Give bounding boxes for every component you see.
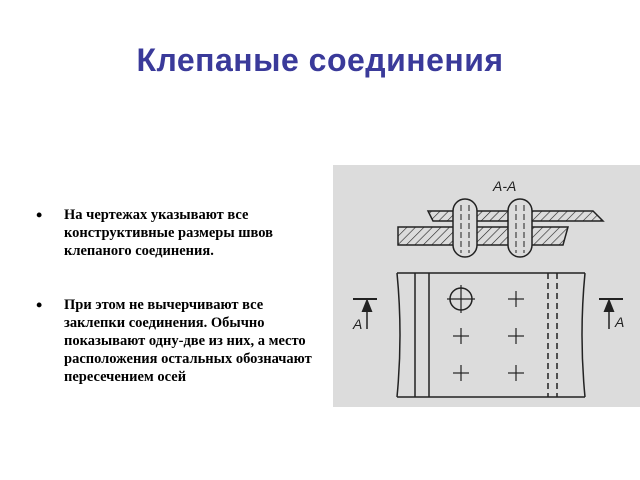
- bullet-item: [36, 206, 321, 260]
- plan-view: [397, 273, 585, 397]
- rivet-section-right: [508, 199, 532, 257]
- section-label: A-A: [493, 178, 517, 194]
- section-arrow-right-label: A: [615, 314, 625, 330]
- bullet-text: На чертежах указывают все конструктивные размеры швов клепаного соединения.: [64, 207, 273, 259]
- slide-title: Клепаные соединения: [136, 42, 504, 78]
- bullet-marker: •: [36, 295, 43, 315]
- rivet-joint-drawing: [333, 165, 640, 407]
- bullet-list: [36, 206, 321, 422]
- rivet-section-left: [453, 199, 477, 257]
- section-view: [398, 199, 603, 257]
- bullet-item: [36, 296, 321, 386]
- section-arrow-left-label: A: [353, 316, 363, 332]
- bottom-plate: [398, 227, 568, 245]
- bullet-marker: •: [36, 205, 43, 225]
- rivet-axis-marks: [453, 291, 524, 381]
- bullet-text: При этом не вычерчивают все заклепки соединения. Обычно показывают одну-две из них, а место расположения остальных обозначают пересечением осей: [64, 297, 312, 385]
